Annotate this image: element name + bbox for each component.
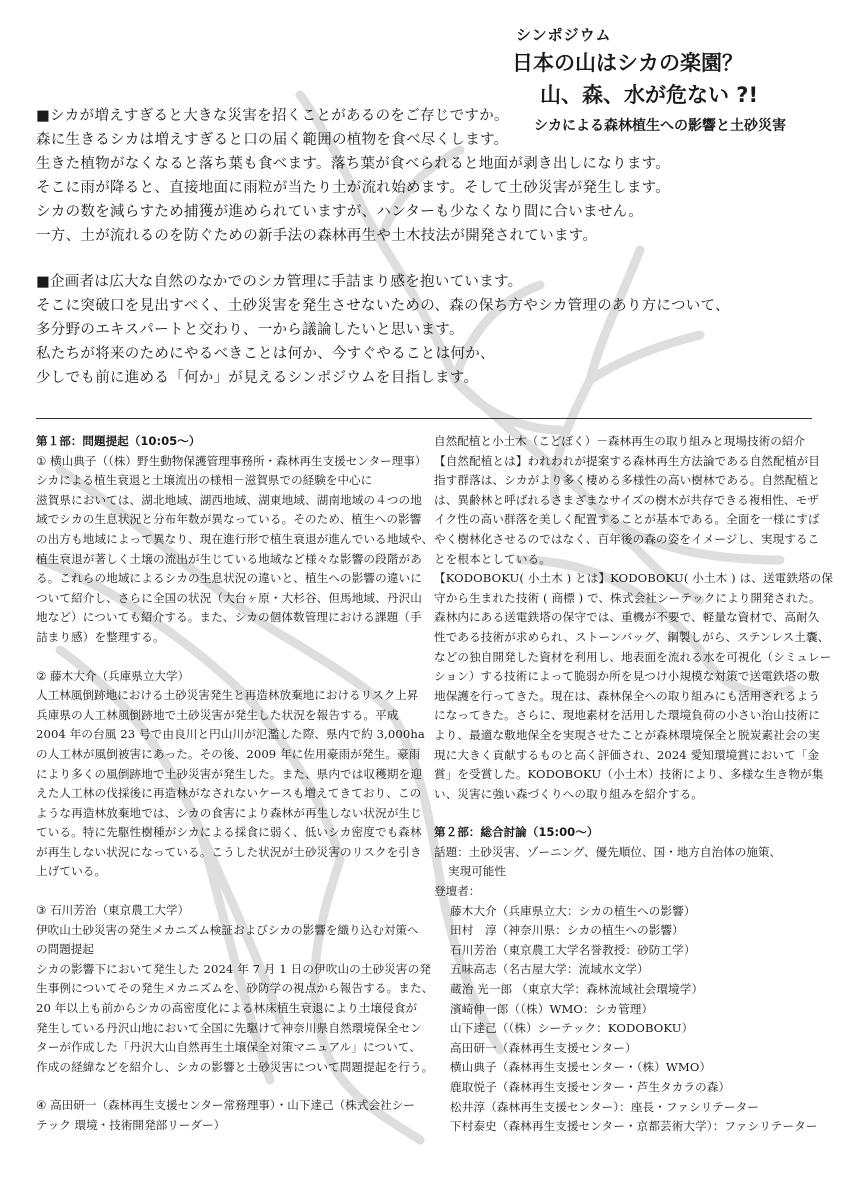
intro-line: そこに突破口を見出すべく、土砂災害を発生させないための、森の保ち方やシカ管理のあり方について、 <box>36 298 730 314</box>
intro-line: そこに雨が降ると、直接地面に雨粒が当たり土が流れ始めます。そして土砂災害が発生します。 <box>36 180 671 196</box>
talk-abstract-line: 指す群落は、シカがより多く棲める多様性の高い樹林である。自然配植と <box>434 473 820 488</box>
talk-title: の問題提起 <box>36 942 94 957</box>
talk-abstract-line: 兵庫県の人工林風倒跡地で土砂災害が発生した状況を報告する。平成 <box>36 707 399 722</box>
main-title-line2: 山、森、水が危ない ?! <box>540 83 759 107</box>
talk-abstract-line: 発生している丹沢山地において全国に先駆けて神奈川県自然環境保全セン <box>36 1020 422 1035</box>
talk-abstract-line: 森林内にある送電鉄塔の保守では、重機が不要で、軽量な資材で、高耐久 <box>434 610 820 625</box>
panelist: 濱崎伸一郎（（株）WMO：シカ管理） <box>450 1001 654 1016</box>
panelist: 松井淳（森林再生支援センター）：座長・ファシリテーター <box>450 1099 760 1114</box>
talk-abstract-line: ション）する技術によって脆弱か所を見つけ小規模な対策で送電鉄塔の敷 <box>434 669 820 684</box>
talk-title: 人工林風倒跡地における土砂災害発生と再造林放棄地におけるリスク上昇 <box>36 688 419 703</box>
talk-title: 自然配植と小土木（こどぼく）－森林再生の取り組みと現場技術の紹介 <box>434 434 806 448</box>
panelist: 下村泰史（森林再生支援センター・京都芸術大学）：ファシリテーター <box>450 1119 818 1134</box>
discussion-topics: 話題：土砂災害、ゾーニング、優先順位、国・地方自治体の施策、 <box>434 844 782 859</box>
talk-abstract-line: 性である技術が求められ、ストーンバッグ、鋼製しがら、ステンレス土囊、 <box>434 629 830 644</box>
panelist: 田村 淳（神奈川県：シカの植生への影響） <box>450 923 684 938</box>
panelist: 蔵治 光一郎 （東京大学：森林流域社会環境学） <box>450 982 704 997</box>
talk-abstract-line: やく樹林化させるのではなく、百年後の森の姿をイメージし、実現するこ <box>434 531 820 546</box>
talk-abstract-line: 作成の経緯などを紹介し、シカの影響と土砂災害について問題提起を行う。 <box>36 1059 434 1074</box>
talk-abstract-line: ている。特に先駆性樹種がシカによる採食に弱く、低いシカ密度でも森林 <box>36 825 422 840</box>
discussion-topics: 実現可能性 <box>448 864 506 879</box>
intro-line: 少しでも前に進める「何か」が見えるシンポジウムを目指します。 <box>36 370 479 386</box>
talk-abstract-line: などの独自開発した資材を利用し、地表面を流れる水を可視化（シミュレー <box>434 649 832 664</box>
talk-abstract-line: より、最適な敷地保全を実現させたことが森林環境保全と脱炭素社会の実 <box>434 727 820 742</box>
talk-abstract-line: 守から生まれた技術 ( 商標 ) で、株式会社シーテックにより開発された。 <box>434 590 821 605</box>
speaker-name: ④ 高田研一（森林再生支援センター常務理事）・山下達己（株式会社シー <box>36 1098 415 1113</box>
intro-line: ■企画者は広大な自然のなかでのシカ管理に手詰まり感を抱いています。 <box>36 274 523 290</box>
talk-abstract-line: シカの影響下において発生した 2024 年 7 月 1 日の伊吹山の土砂災害の発 <box>36 961 431 976</box>
talk-abstract-line: 植生衰退が著しく土壌の流出が生じている地域など様々な影響の段階があ <box>36 551 422 566</box>
program-left-column <box>36 432 434 1136</box>
panelist: 藤木大介（兵庫県立大：シカの植生への影響） <box>450 903 696 918</box>
talk-abstract-line: は、異齢林と呼ばれるさまざまなサイズの樹木が共存できる複相性、モザ <box>434 492 819 507</box>
intro-line: シカの数を減らすため捕獲が進められていますが、ハンターも少なくなり間に合いません。 <box>36 204 644 220</box>
talk-abstract-line: ついて紹介し、さらに全国の状況（大台ヶ原・大杉谷、但馬地域、丹沢山 <box>36 590 422 605</box>
panelist: 石川芳治（東京農工大学名誉教授：砂防工学） <box>450 942 696 957</box>
talk-abstract-line: る。これらの地域によるシカの生息状況の違いと、植生への影響の違いに <box>36 571 422 586</box>
intro-line: 多分野のエキスパートと交わり、一から議論したいと思います。 <box>36 322 464 338</box>
section-divider <box>36 418 812 419</box>
talk-abstract-line: い、災害に強い森づくりへの取り組みを紹介する。 <box>434 786 703 801</box>
talk-abstract-line: 地保護を行ってきた。現在は、森林保全への取り組みにも活用されるよう <box>434 688 820 703</box>
talk-abstract-line: 生事例についてその発生メカニズムを、砂防学の視点から報告する。また、 <box>36 981 434 996</box>
intro-line: 一方、土が流れるのを防ぐための新手法の森林再生や土木技法が開発されています。 <box>36 228 598 244</box>
talk-abstract-line: イク性の高い群落を美しく配置することが基本である。全面を一様にすば <box>434 512 820 527</box>
panelists-label: 登壇者： <box>434 884 481 899</box>
talk-title: 伊吹山土砂災害の発生メカニズム検証およびシカの影響を織り込む対策へ <box>36 922 419 937</box>
talk-abstract-line: 地など）についても紹介する。また、シカの個体数管理における課題（手 <box>36 610 422 625</box>
talk-abstract-line: ような再造林放棄地では、シカの食害により森林が再生しない状況が生じ <box>36 805 422 820</box>
intro-line: 生きた植物がなくなると落ち葉も食べます。落ち葉が食べられると地面が剥き出しになります。 <box>36 156 671 172</box>
talk-abstract-line: の人工林が風倒被害にあった。その後、2009 年に佐用豪雨が発生。豪雨 <box>36 746 421 761</box>
talk-title: シカによる植生衰退と土壌流出の様相－滋賀県での経験を中心に <box>36 473 373 488</box>
talk-abstract-line: により多くの風倒跡地で土砂災害が発生した。また、県内では収穫期を迎 <box>36 766 422 781</box>
talk-abstract-line: 【自然配植とは】われわれが提案する森林再生方法論である自然配植が目 <box>434 453 820 468</box>
talk-abstract-line: 滋賀県においては、湖北地域、湖西地域、湖東地域、湖南地域の４つの地 <box>36 492 422 507</box>
talk-abstract-line: 現に大きく貢献するものと高く評価され、2024 愛知環境賞において「金 <box>434 747 820 762</box>
panelist: 高田研一（森林再生支援センター） <box>450 1040 637 1055</box>
part2-heading: 第２部：総合討論（15:00〜） <box>434 825 599 840</box>
talk-abstract-line: の出方も地域によって異なり、現在進行形で植生衰退が進んでいる地域や、 <box>36 531 434 546</box>
talk-abstract-line: 【KODOBOKU( 小土木 ) とは】KODOBOKU( 小土木 ) は、送電鉄塔の保 <box>434 571 834 586</box>
main-title-line1: 日本の山はシカの楽園？ <box>512 51 743 75</box>
panelist: 山下達己（（株）シーテック：KODOBOKU） <box>450 1021 694 1036</box>
intro-section <box>36 104 826 390</box>
talk-abstract-line: 20 年以上も前からシカの高密度化による林床植生衰退により土壌侵食が <box>36 1001 418 1016</box>
talk-abstract-line: 2004 年の台風 23 号で由良川と円山川が氾濫した際、県内で約 3,000ha <box>36 727 425 742</box>
program-right-column <box>434 432 834 1137</box>
part1-heading: 第１部：問題提起（10:05〜） <box>36 434 201 448</box>
intro-line: ■シカが増えすぎると大きな災害を招くことがあるのをご存じですか。 <box>36 108 509 124</box>
panelist: 鹿取悦子（森林再生支援センター・芦生タカラの森） <box>450 1080 731 1094</box>
talk-abstract-line: とを根本としている。 <box>434 551 551 566</box>
speaker-name: テック 環境・技術開発部リーダー） <box>36 1118 226 1132</box>
talk-abstract-line: 上げている。 <box>36 864 107 879</box>
speaker-name: ① 横山典子（（株）野生動物保護管理事務所・森林再生支援センター理事） <box>36 453 427 468</box>
subtitle: シカによる森林植生への影響と土砂災害 <box>534 118 786 134</box>
panelist: 横山典子（森林再生支援センター・（株）WMO） <box>450 1060 712 1075</box>
intro-line: 私たちが将来のためにやるべきことは何か、今すぐやることは何か、 <box>36 346 495 362</box>
talk-abstract-line: えた人工林の伐採後に再造林がなされないケースも増えてきており、この <box>36 786 422 801</box>
talk-abstract-line: 賞」を受賞した。KODOBOKU（小土木）技術により、多様な生き物が集 <box>434 767 824 782</box>
speaker-name: ② 藤木大介（兵庫県立大学） <box>36 668 190 683</box>
speaker-name: ③ 石川芳治（東京農工大学） <box>36 903 190 918</box>
panelist: 五味高志（名古屋大学：流域水文学） <box>450 962 649 977</box>
talk-abstract-line: 域でシカの生息状況と分布年数が異なっている。そのため、植生への影響 <box>36 512 422 527</box>
talk-abstract-line: が再生しない状況になっている。こうした状況が土砂災害のリスクを引き <box>36 844 422 859</box>
intro-line: 森に生きるシカは増えすぎると口の届く範囲の植物を食べ尽くします。 <box>36 132 509 148</box>
talk-abstract-line: ターが作成した「丹沢大山自然再生土壌保全対策マニュアル」について、 <box>36 1040 421 1055</box>
talk-abstract-line: 詰まり感）を整理する。 <box>36 629 165 644</box>
symposium-label: シンポジウム <box>516 26 612 44</box>
talk-abstract-line: になってきた。さらに、現地素材を活用した環境負荷の小さい治山技術に <box>434 708 820 723</box>
